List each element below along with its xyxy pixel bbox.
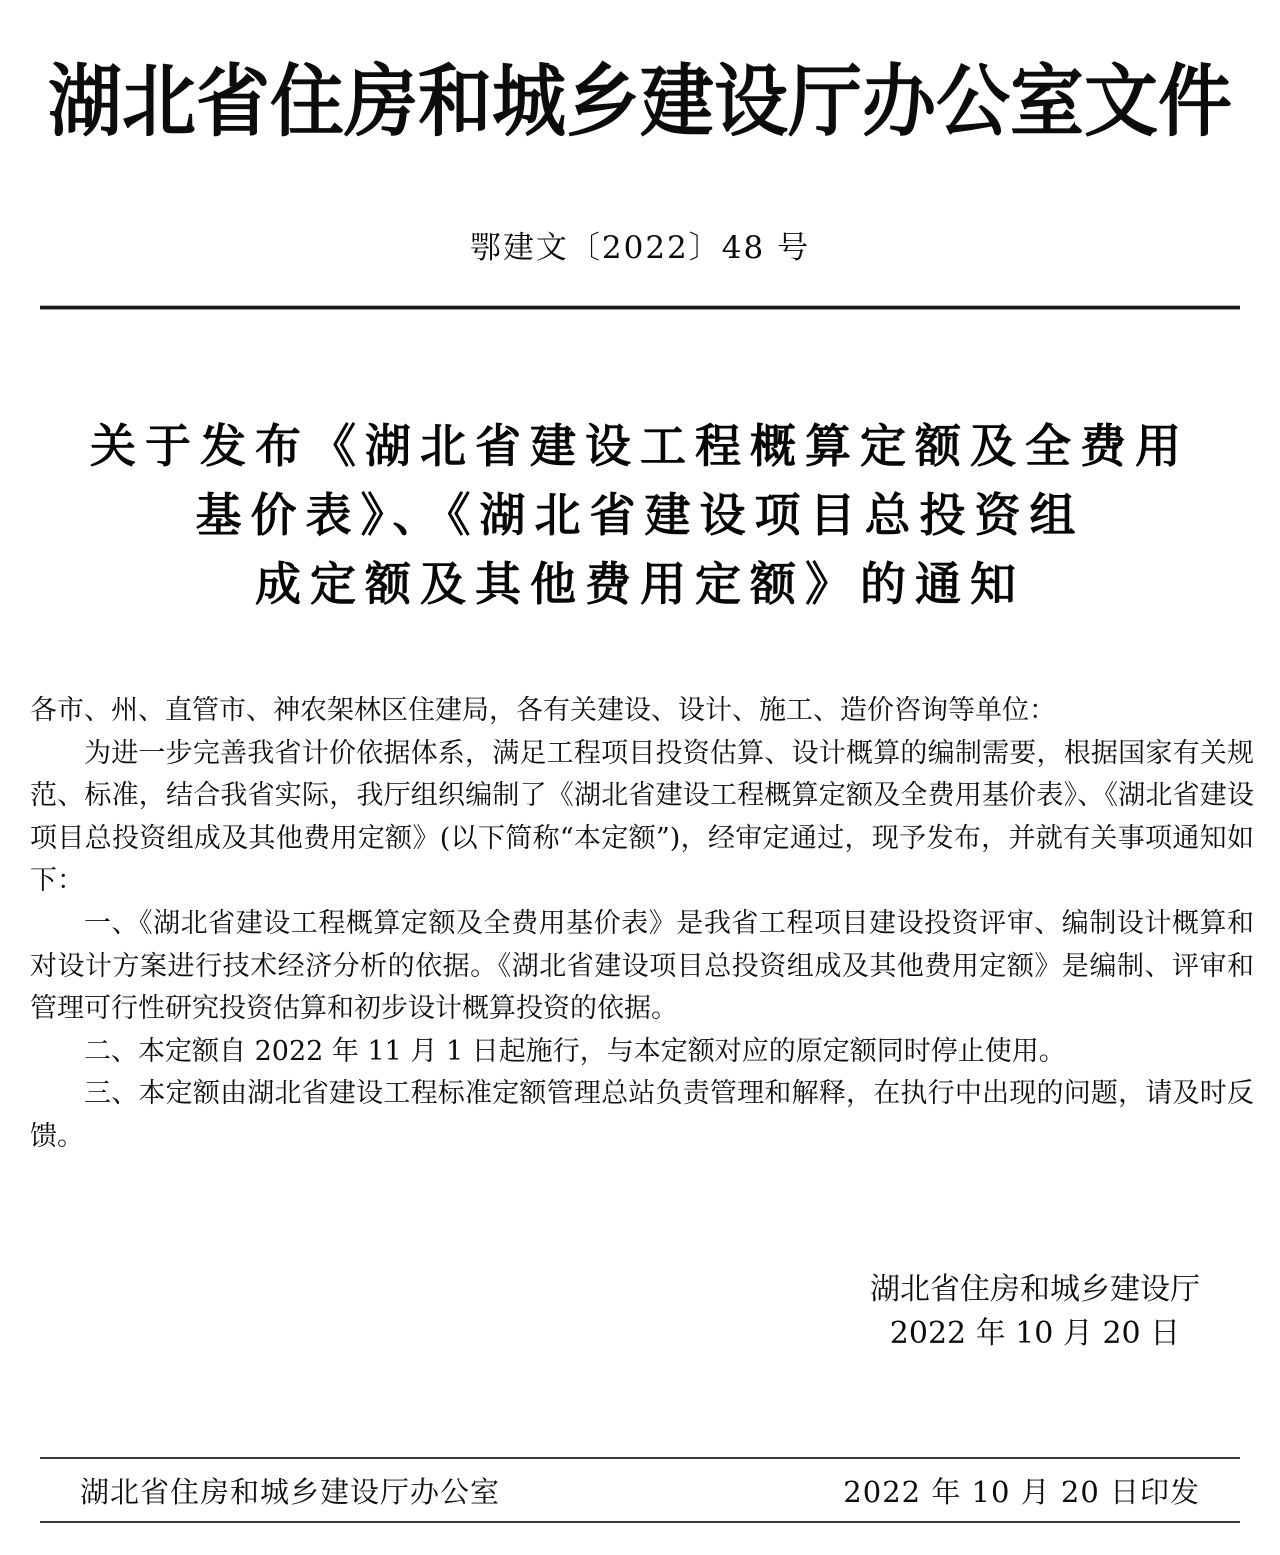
footer-issuer: 湖北省住房和城乡建设厅办公室 (80, 1474, 501, 1509)
notice-title-line-3: 成定额及其他费用定额》的通知 (255, 557, 1025, 611)
footer-bar (40, 1457, 1240, 1523)
body-paragraph-item-1: 一、《湖北省建设工程概算定额及全费用基价表》是我省工程项目建设投资评审、编制设计概算和对设计方案进行技术经济分析的依据。《湖北省建设项目总投资组成及其他费用定额》是编制、评审和管理可行性研究投资估算和初步设计概算投资的依据。 (30, 907, 1254, 1025)
salutation-line: 各市、州、直管市、神农架林区住建局，各有关建设、设计、施工、造价咨询等单位： (30, 695, 1056, 726)
signature-date: 2022 年 10 月 20 日 (889, 1316, 1181, 1351)
body-paragraph-item-2: 二、本定额自 2022 年 11 月 1 日起施行，与本定额对应的原定额同时停止使用。 (84, 1035, 1066, 1067)
document-number: 鄂建文〔2022〕48 号 (469, 230, 811, 266)
document-body (30, 690, 1254, 1159)
footer-print-date: 2022 年 10 月 20 日印发 (843, 1474, 1200, 1509)
notice-title-line-2: 基价表》、《湖北省建设项目总投资组 (195, 488, 1085, 542)
body-paragraph-intro: 为进一步完善我省计价依据体系，满足工程项目投资估算、设计概算的编制需要，根据国家有关规范、标准，结合我省实际，我厅组织编制了《湖北省建设工程概算定额及全费用基价表》、《湖北省建设项目总投资组成及其他费用定额》(以下简称“本定额”)，经审定通过，现予发布，并就有关事项通知如下： (30, 737, 1254, 897)
document-header-title: 湖北省住房和城乡建设厅办公室文件 (48, 56, 1232, 148)
signature-block (870, 1268, 1200, 1356)
notice-title-line-1: 关于发布《湖北省建设工程概算定额及全费用 (90, 419, 1190, 473)
signature-org: 湖北省住房和城乡建设厅 (870, 1272, 1200, 1307)
body-paragraph-item-3: 三、本定额由湖北省建设工程标准定额管理总站负责管理和解释，在执行中出现的问题，请及时反馈。 (30, 1078, 1254, 1152)
notice-title (0, 412, 1280, 619)
header-divider-line (40, 306, 1240, 309)
